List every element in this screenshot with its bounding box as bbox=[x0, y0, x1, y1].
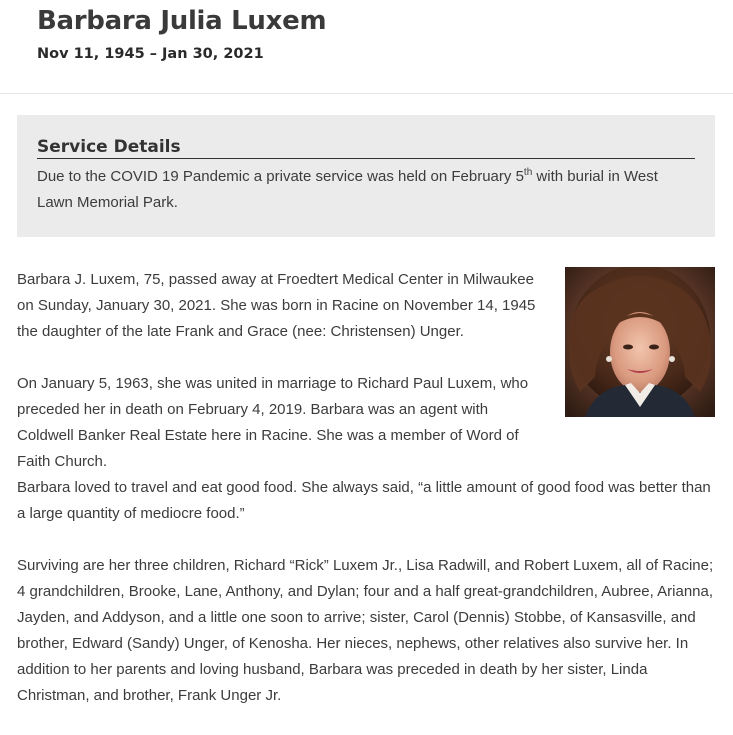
header-divider bbox=[0, 93, 733, 94]
service-details-text bbox=[37, 164, 695, 216]
obituary-paragraph-2-part-1: On January 5, 1963, she was united in marriage to Richard Paul Luxem, who preceded her in death on February 4, 2019. Barbara was an agent with Coldwell Banker Real Estate here in Racine. She was a member of Word of Faith Church. bbox=[17, 375, 529, 470]
obituary-paragraph-3: Surviving are her three children, Richard “Rick” Luxem Jr., Lisa Radwill, and Robert Luxem, all of Racine; 4 grandchildren, Brooke, Lane, Anthony, and Dylan; four and a half great-grandchildren, Aubree, Arianna, Jayden, and Addyson, and a little one soon to arrive; sister, Carol (Dennis) Stobbe, of Kansasville, and brother, Edward (Sandy) Unger, of Kenosha. Her nieces, nephews, other relatives also survive her. In addition to her parents and loving husband, Barbara was preceded in death by her sister, Linda Christman, and brother, Frank Unger Jr. bbox=[17, 557, 714, 704]
service-details-box bbox=[17, 115, 715, 237]
service-text-start: Due to the COVID 19 Pandemic a private service was held on February 5 bbox=[37, 168, 524, 185]
obituary-body bbox=[17, 267, 717, 735]
obituary-paragraph-2-part-2: Barbara loved to travel and eat good food. She always said, “a little amount of good food was better than a large quantity of mediocre food.” bbox=[17, 479, 711, 522]
obituary-paragraph-1: Barbara J. Luxem, 75, passed away at Froedtert Medical Center in Milwaukee on Sunday, January 30, 2021. She was born in Racine on November 14, 1945 the daughter of the late Frank and Grace (nee: Christensen) Unger. bbox=[17, 271, 536, 340]
page-header bbox=[37, 6, 733, 62]
page-title: Barbara Julia Luxem bbox=[37, 6, 327, 36]
service-text-end: with burial in West Lawn Memorial Park. bbox=[37, 168, 658, 211]
service-details-heading: Service Details bbox=[37, 137, 695, 159]
obituary-paragraph-2 bbox=[17, 371, 717, 527]
service-text-superscript: th bbox=[523, 167, 533, 178]
life-dates: Nov 11, 1945 – Jan 30, 2021 bbox=[37, 46, 264, 62]
